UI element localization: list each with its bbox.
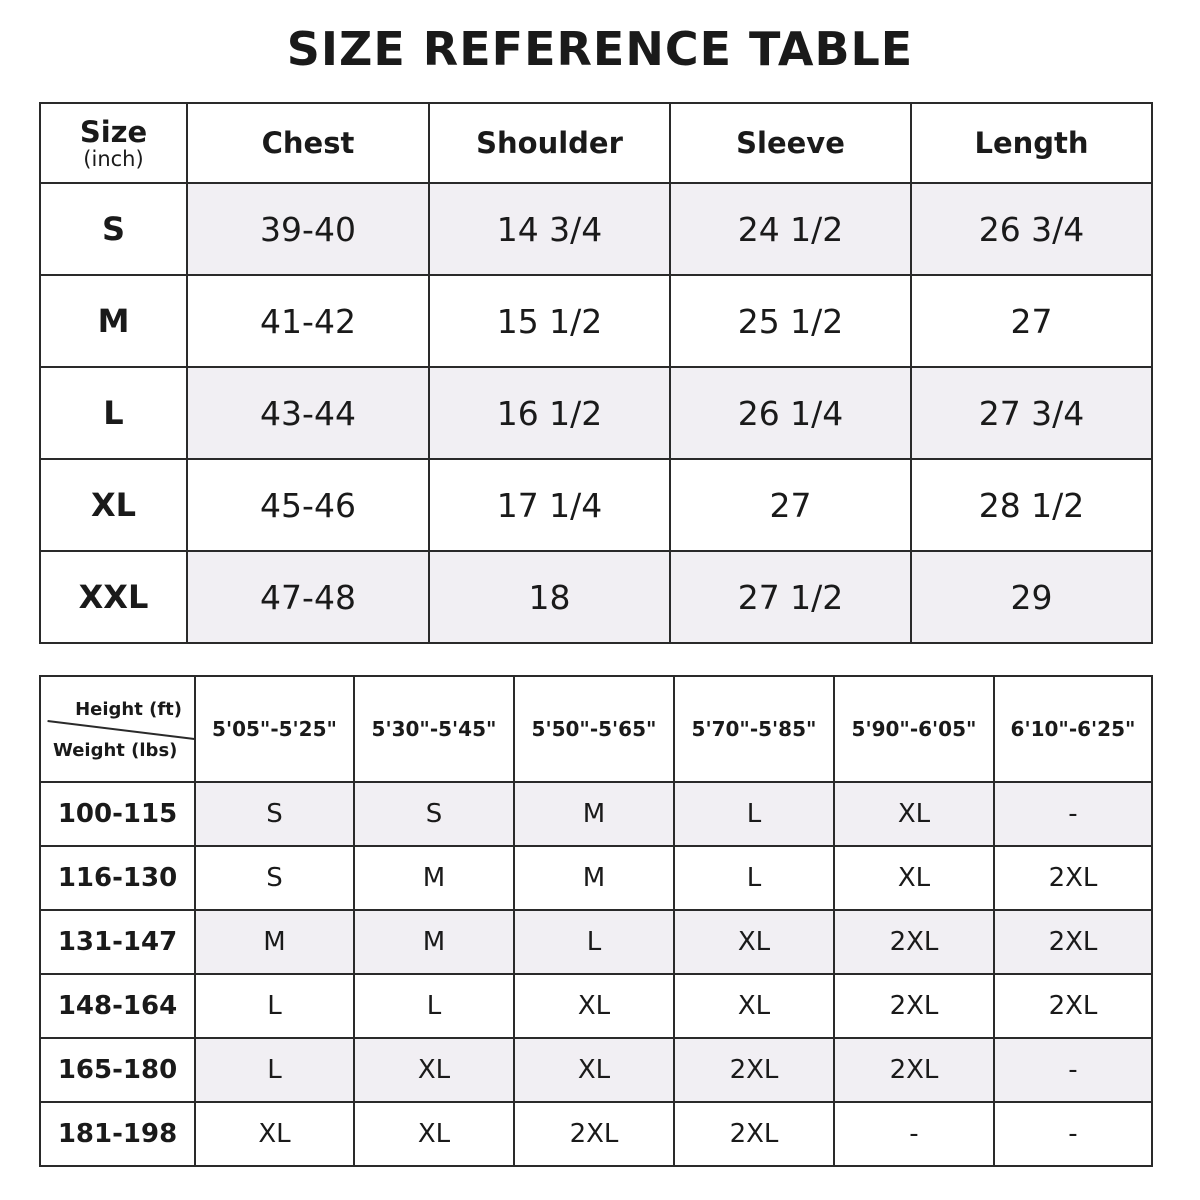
chest-cell: 39-40 — [187, 183, 429, 275]
fit-table-body — [40, 782, 1152, 1166]
weight-cell: 181-198 — [40, 1102, 195, 1166]
size-cell: L — [40, 367, 187, 459]
recommended-size-cell: S — [195, 782, 354, 846]
recommended-size-cell: M — [514, 846, 674, 910]
length-cell: 29 — [911, 551, 1152, 643]
recommended-size-cell: XL — [834, 782, 994, 846]
length-cell: 27 3/4 — [911, 367, 1152, 459]
recommended-size-cell: L — [514, 910, 674, 974]
recommended-size-cell: - — [994, 1038, 1152, 1102]
height-weight-size-table — [39, 675, 1153, 1167]
shoulder-cell: 14 3/4 — [429, 183, 670, 275]
recommended-size-cell: XL — [514, 974, 674, 1038]
sleeve-cell: 27 — [670, 459, 911, 551]
recommended-size-cell: M — [195, 910, 354, 974]
table-row — [40, 1038, 1152, 1102]
table-row — [40, 367, 1152, 459]
recommended-size-cell: 2XL — [674, 1038, 834, 1102]
recommended-size-cell: M — [514, 782, 674, 846]
height-weight-corner-cell — [40, 676, 195, 782]
shoulder-cell: 16 1/2 — [429, 367, 670, 459]
weight-cell: 131-147 — [40, 910, 195, 974]
recommended-size-cell: L — [195, 1038, 354, 1102]
shoulder-cell: 17 1/4 — [429, 459, 670, 551]
size-header-label: Size — [79, 115, 148, 149]
table-row — [40, 974, 1152, 1038]
height-column-header: 5'30"-5'45" — [354, 676, 514, 782]
weight-cell: 148-164 — [40, 974, 195, 1038]
recommended-size-cell: L — [674, 846, 834, 910]
size-cell: XL — [40, 459, 187, 551]
height-column-header: 5'70"-5'85" — [674, 676, 834, 782]
size-table-header-row — [40, 103, 1152, 183]
recommended-size-cell: XL — [354, 1102, 514, 1166]
length-cell: 28 1/2 — [911, 459, 1152, 551]
table-row — [40, 782, 1152, 846]
sleeve-cell: 27 1/2 — [670, 551, 911, 643]
recommended-size-cell: M — [354, 910, 514, 974]
recommended-size-cell: 2XL — [834, 910, 994, 974]
chest-cell: 43-44 — [187, 367, 429, 459]
sleeve-column-header: Sleeve — [670, 103, 911, 183]
table-row — [40, 183, 1152, 275]
recommended-size-cell: XL — [674, 910, 834, 974]
weight-cell: 116-130 — [40, 846, 195, 910]
recommended-size-cell: 2XL — [514, 1102, 674, 1166]
table-row — [40, 459, 1152, 551]
height-column-header: 5'50"-5'65" — [514, 676, 674, 782]
recommended-size-cell: L — [674, 782, 834, 846]
page-title: SIZE REFERENCE TABLE — [286, 22, 914, 76]
recommended-size-cell: - — [834, 1102, 994, 1166]
shoulder-cell: 15 1/2 — [429, 275, 670, 367]
height-column-header: 5'05"-5'25" — [195, 676, 354, 782]
sleeve-cell: 24 1/2 — [670, 183, 911, 275]
corner-divider — [47, 720, 194, 740]
fit-table-header-row — [40, 676, 1152, 782]
chest-cell: 45-46 — [187, 459, 429, 551]
size-cell: M — [40, 275, 187, 367]
recommended-size-cell: L — [354, 974, 514, 1038]
height-axis-label: Height (ft) — [75, 699, 182, 720]
shoulder-column-header: Shoulder — [429, 103, 670, 183]
recommended-size-cell: - — [994, 782, 1152, 846]
sleeve-cell: 26 1/4 — [670, 367, 911, 459]
recommended-size-cell: L — [195, 974, 354, 1038]
recommended-size-cell: M — [354, 846, 514, 910]
recommended-size-cell: XL — [834, 846, 994, 910]
size-measurement-table — [39, 102, 1153, 644]
recommended-size-cell: XL — [195, 1102, 354, 1166]
size-header-unit: (inch) — [83, 147, 144, 171]
recommended-size-cell: 2XL — [994, 974, 1152, 1038]
recommended-size-cell: 2XL — [674, 1102, 834, 1166]
size-cell: S — [40, 183, 187, 275]
weight-cell: 165-180 — [40, 1038, 195, 1102]
weight-axis-label: Weight (lbs) — [53, 740, 178, 761]
recommended-size-cell: XL — [514, 1038, 674, 1102]
recommended-size-cell: 2XL — [994, 910, 1152, 974]
table-row — [40, 275, 1152, 367]
shoulder-cell: 18 — [429, 551, 670, 643]
height-column-header: 5'90"-6'05" — [834, 676, 994, 782]
height-column-header: 6'10"-6'25" — [994, 676, 1152, 782]
recommended-size-cell: S — [195, 846, 354, 910]
recommended-size-cell: - — [994, 1102, 1152, 1166]
table-row — [40, 910, 1152, 974]
length-cell: 26 3/4 — [911, 183, 1152, 275]
recommended-size-cell: S — [354, 782, 514, 846]
size-cell: XXL — [40, 551, 187, 643]
recommended-size-cell: 2XL — [834, 974, 994, 1038]
length-cell: 27 — [911, 275, 1152, 367]
chest-cell: 41-42 — [187, 275, 429, 367]
table-row — [40, 551, 1152, 643]
size-column-header — [40, 103, 187, 183]
recommended-size-cell: 2XL — [834, 1038, 994, 1102]
sleeve-cell: 25 1/2 — [670, 275, 911, 367]
table-row — [40, 846, 1152, 910]
weight-cell: 100-115 — [40, 782, 195, 846]
chest-column-header: Chest — [187, 103, 429, 183]
chest-cell: 47-48 — [187, 551, 429, 643]
recommended-size-cell: XL — [354, 1038, 514, 1102]
recommended-size-cell: XL — [674, 974, 834, 1038]
length-column-header: Length — [911, 103, 1152, 183]
recommended-size-cell: 2XL — [994, 846, 1152, 910]
table-row — [40, 1102, 1152, 1166]
